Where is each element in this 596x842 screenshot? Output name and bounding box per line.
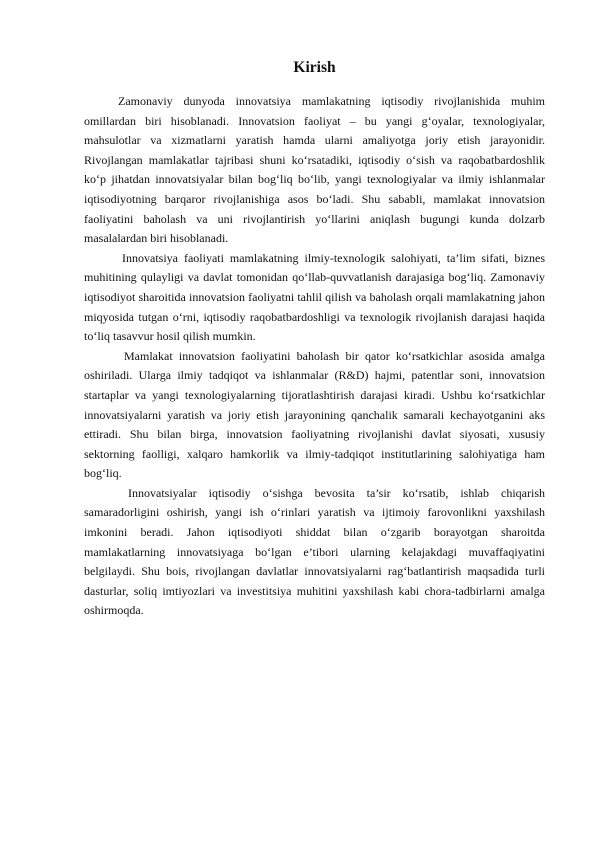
paragraph-4: Innovatsiyalar iqtisodiy o‘sishga bevosita ta’sir ko‘rsatib, ishlab chiqarish samaradorligini oshirish, yangi ish o‘rinlari yaratish va ijtimoiy farovonlikni yaxshilash imkonini beradi. Jahon iqtisodiyoti shiddat bilan o‘zgarib borayotgan sharoitda mamlakatlarning innovatsiyaga bo‘lgan e’tibori ularning kelajakdagi muvaffaqiyatini belgilaydi. Shu bois, rivojlangan davlatlar innovatsiyalarni rag‘batlantirish maqsadida turli dasturlar, soliq imtiyozlari va investitsiya muhitini yaxshilash kabi chora-tadbirlarni amalga oshirmoqda. <box>84 485 545 618</box>
paragraph-3: Mamlakat innovatsion faoliyatini baholash bir qator ko‘rsatkichlar asosida amalga oshiriladi. Ularga ilmiy tadqiqot va ishlanmalar (R&D) hajmi, patentlar soni, innovatsion startaplar va yangi texnologiyalarning tijoratlashtirish darajasi kiradi. Ushbu ko‘rsatkichlar innovatsiyalarni yaratish va joriy etish jarayonining qanchalik samarali kechayotganini aks ettiradi. Shu bilan birga, innovatsion faoliyatning rivojlanishi davlat siyosati, xususiy sektorning faolligi, xalqaro hamkorlik va ilmiy-tadqiqot institutlarining salohiyatiga ham bog‘liq. <box>84 348 545 481</box>
paragraph-2: Innovatsiya faoliyati mamlakatning ilmiy-texnologik salohiyati, ta’lim sifati, biznes muhitining qulayligi va davlat tomonidan qo‘llab-quvvatlanish darajasiga bog‘liq. Zamonaviy iqtisodiyot sharoitida innovatsion faoliyatni tahlil qilish va baholash orqali mamlakatning jahon miqyosida tutgan o‘rni, iqtisodiy raqobatbardoshligi va texnologik rivojlanish darajasi haqida to‘liq tasavvur hosil qilish mumkin. <box>84 250 545 344</box>
page-title: Kirish <box>293 59 336 76</box>
document-page <box>84 58 545 621</box>
paragraph-1: Zamonaviy dunyoda innovatsiya mamlakatning iqtisodiy rivojlanishida muhim omillardan biri hisoblanadi. Innovatsion faoliyat – bu yangi g‘oyalar, texnologiyalar, mahsulotlar va xizmatlarni yaratish hamda ularni amaliyotga joriy etish jarayonidir. Rivojlangan mamlakatlar tajribasi shuni ko‘rsatadiki, iqtisodiy o‘sish va raqobatbardoshlik ko‘p jihatdan innovatsiyalar bilan bog‘liq bo‘lib, yangi texnologiyalar va ilmiy ishlanmalar iqtisodiyotning barqaror rivojlanishiga asos bo‘ladi. Shu sababli, mamlakat innovatsion faoliyatini baholash va uni rivojlantirish yo‘llarini aniqlash bugungi kunda dolzarb masalalardan biri hisoblanadi. <box>84 94 545 246</box>
